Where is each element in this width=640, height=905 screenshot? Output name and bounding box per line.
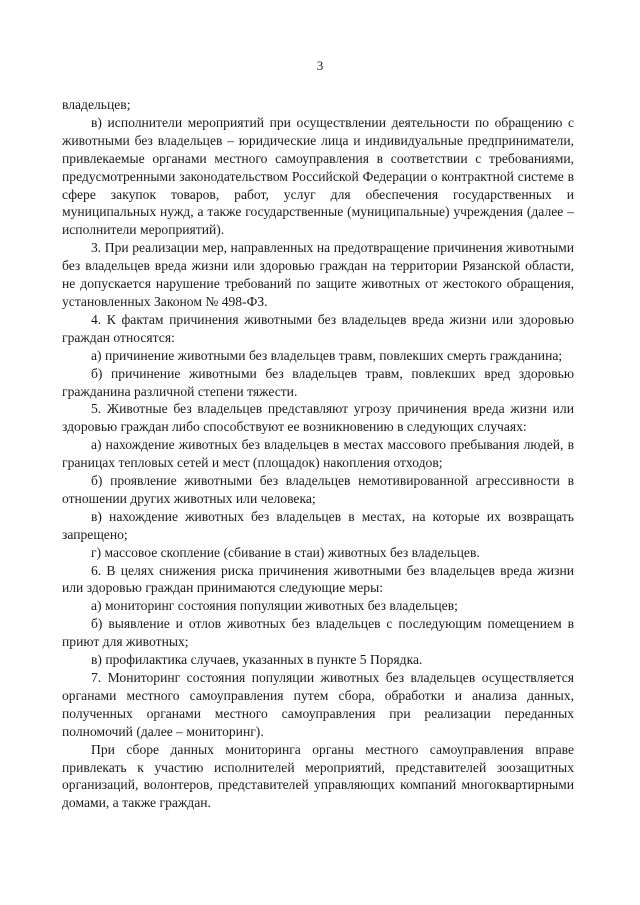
paragraph: б) выявление и отлов животных без владельцев с последующим помещением в приют для животных; [62,616,574,650]
paragraph: б) проявление животными без владельцев немотивированной агрессивности в отношении других животных или человека; [62,473,574,506]
paragraph: 7. Мониторинг состояния популяции животных без владельцев осуществляется органами местного самоуправления путем сбора, обработки и анализа данных, полученных органами местного самоуправления при реализации переданных полномочий (далее – мониторинг). [62,670,574,739]
paragraph: 3. При реализации мер, направленных на предотвращение причинения животными без владельцев вреда жизни или здоровью граждан на территории Рязанской области, не допускается нарушение требований по защите животных от жестокого обращения, установленных Законом № 498-ФЗ. [62,240,574,309]
paragraph: 6. В целях снижения риска причинения животными без владельцев вреда жизни или здоровью граждан принимаются следующие меры: [62,562,574,596]
paragraph: 5. Животные без владельцев представляют угрозу причинения вреда жизни или здоровью граждан либо способствуют ее возникновению в следующих случаях: [62,401,574,435]
paragraph: а) нахождение животных без владельцев в местах массового пребывания людей, в границах тепловых сетей и мест (площадок) накопления отходов; [62,437,574,471]
document-body [62,96,574,812]
page-number: 3 [316,58,324,73]
paragraph: владельцев; [62,97,131,112]
paragraph: в) исполнители мероприятий при осуществлении деятельности по обращению с животными без владельцев – юридические лица и индивидуальные предприниматели, привлекаемые органами местного самоуправления в соответствии с требованиями, предусмотренными законодательством Российской Федерации о контрактной системе в сфере закупок товаров, работ, услуг для обеспечения государственных и муниципальных нужд, а также государственные (муниципальные) учреждения (далее – исполнители мероприятий). [62,114,574,238]
paragraph: а) мониторинг состояния популяции животных без владельцев; [91,598,458,614]
paragraph: в) нахождение животных без владельцев в местах, на которые их возвращать запрещено; [62,508,574,542]
paragraph: г) массовое скопление (сбивание в стаи) животных без владельцев. [91,544,480,560]
paragraph: При сборе данных мониторинга органы местного самоуправления вправе привлекать к участию исполнителей мероприятий, представителей зоозащитных организаций, волонтеров, представителей управляющих компаний многоквартирными домами, а также граждан. [62,741,574,811]
paragraph: а) причинение животными без владельцев травм, повлекших смерть гражданина; [91,347,563,363]
paragraph: в) профилактика случаев, указанных в пункте 5 Порядка. [91,652,423,668]
paragraph: б) причинение животными без владельцев травм, повлекших вред здоровью гражданина различной степени тяжести. [62,365,574,399]
paragraph: 4. К фактам причинения животными без владельцев вреда жизни или здоровью граждан относятся: [62,311,574,345]
